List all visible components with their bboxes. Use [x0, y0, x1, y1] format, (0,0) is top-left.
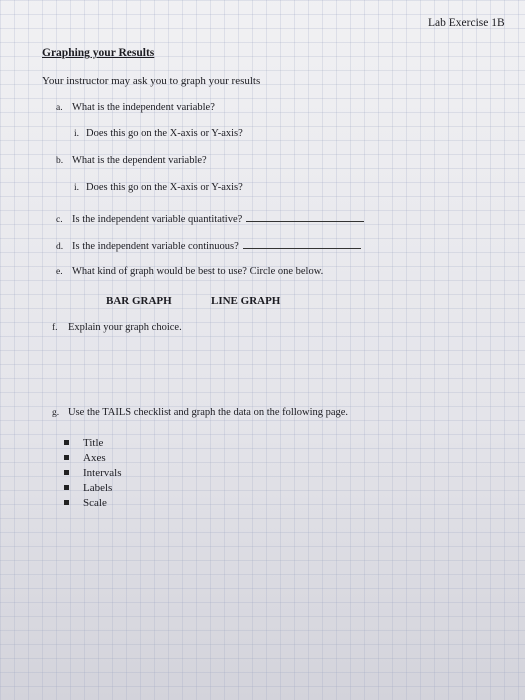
- question-text: Use the TAILS checklist and graph the data on the following page.: [68, 407, 349, 418]
- question-marker: a.: [56, 103, 63, 113]
- question-marker: e.: [56, 267, 63, 277]
- question-a-i: [74, 128, 243, 139]
- question-marker: d.: [56, 242, 64, 252]
- question-marker: c.: [56, 215, 63, 225]
- bullet-square-icon: [64, 455, 69, 460]
- bullet-square-icon: [64, 470, 69, 475]
- question-d: [56, 238, 361, 252]
- choice-line-graph[interactable]: LINE GRAPH: [211, 295, 281, 307]
- tails-item-label: Axes: [83, 452, 106, 464]
- exercise-label: Lab Exercise 1B: [428, 17, 505, 29]
- tails-item-labels: [64, 482, 112, 494]
- tails-item-intervals: [64, 467, 121, 479]
- question-marker: f.: [52, 323, 58, 333]
- section-intro: Your instructor may ask you to graph your results: [42, 75, 261, 87]
- question-f: [52, 322, 182, 333]
- tails-item-label: Scale: [83, 497, 107, 509]
- question-marker: i.: [74, 129, 80, 139]
- section-title: Graphing your Results: [42, 47, 155, 59]
- question-marker: i.: [74, 183, 80, 193]
- bullet-square-icon: [64, 440, 69, 445]
- answer-blank-d[interactable]: [243, 238, 361, 249]
- tails-item-axes: [64, 452, 106, 464]
- bullet-square-icon: [64, 485, 69, 490]
- question-text: Is the independent variable continuous?: [72, 241, 239, 252]
- question-text: What kind of graph would be best to use? Circle one below.: [72, 266, 324, 277]
- question-marker: g.: [52, 408, 60, 418]
- question-text: Explain your graph choice.: [68, 322, 182, 333]
- question-text: Does this go on the X-axis or Y-axis?: [86, 128, 243, 139]
- tails-item-label: Intervals: [83, 467, 122, 479]
- bullet-square-icon: [64, 500, 69, 505]
- question-b-i: [74, 182, 243, 193]
- tails-item-title: [64, 437, 103, 449]
- answer-blank-c[interactable]: [246, 211, 364, 222]
- question-b: [56, 155, 207, 166]
- tails-item-label: Title: [83, 437, 104, 449]
- tails-item-label: Labels: [83, 482, 113, 494]
- question-marker: b.: [56, 156, 64, 166]
- question-text: What is the independent variable?: [72, 102, 215, 113]
- question-text: Is the independent variable quantitative?: [72, 214, 243, 225]
- tails-item-scale: [64, 497, 107, 509]
- question-text: What is the dependent variable?: [72, 155, 207, 166]
- choice-bar-graph[interactable]: BAR GRAPH: [106, 295, 172, 307]
- question-e: [56, 266, 323, 277]
- question-g: [52, 407, 348, 418]
- question-text: Does this go on the X-axis or Y-axis?: [86, 182, 243, 193]
- question-a: [56, 102, 215, 113]
- question-c: [56, 211, 364, 225]
